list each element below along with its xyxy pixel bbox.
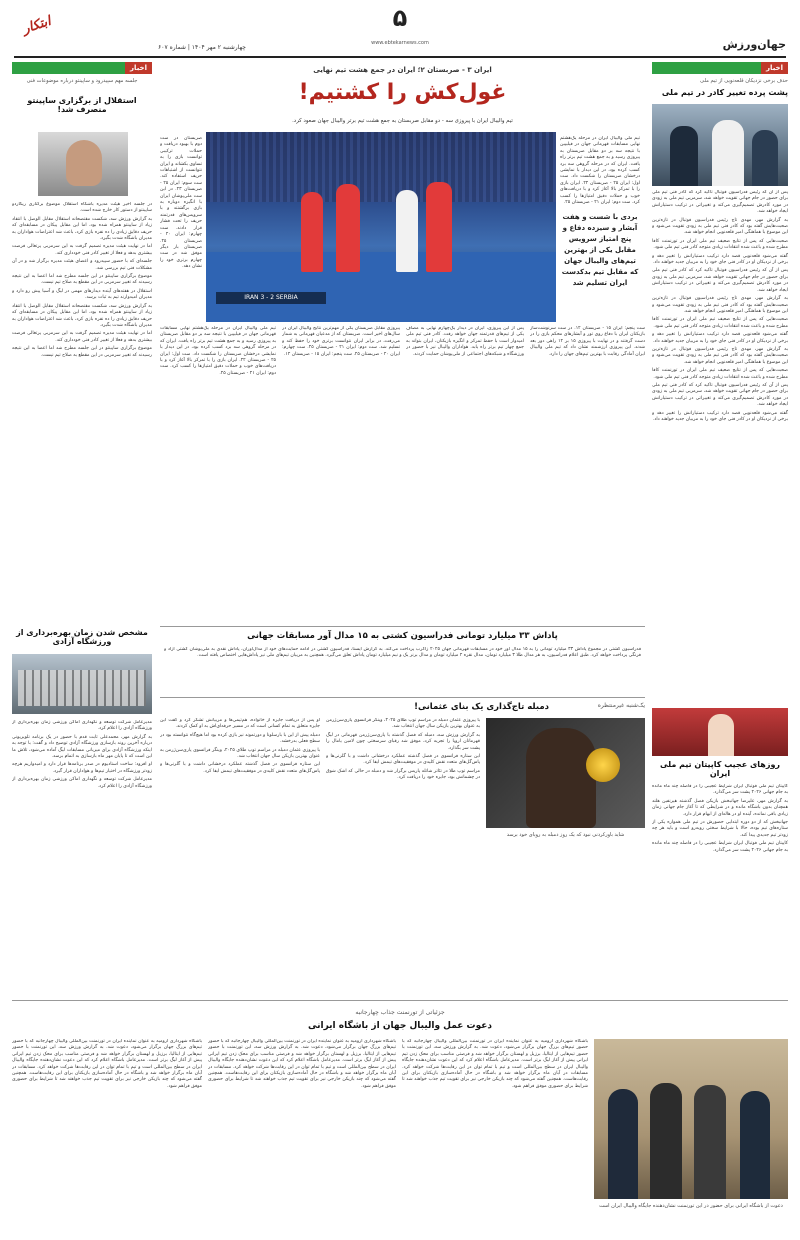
left-headline: استقلال از برگزاری ساپینتو منصرف شد! bbox=[27, 96, 137, 114]
stadium-para-2: به گزارش مهر، محمدعلی ثابت قدم با حضور در یک برنامه تلویزیونی درباره آخرین روند بازسازی ورزشگاه آزادی توضیح داد و گفت: با توجه به اینکه ورزشگاه آزادی برای میزبانی مسابقات لیگ آماده می‌شود، تلاش ما این است که تا پایان مهر ماه بازسازی به اتمام برسد. bbox=[12, 734, 152, 760]
left-para-4: جلسه‌ای که با حضور سپیدرود و اعضای هیئت مدیره برگزار شد و در آن مشکلات فنی تیم بررسی شد. bbox=[12, 259, 152, 271]
stadium-para-4: مدیرعامل شرکت توسعه و نگهداری اماکن ورزشی زمان بهره‌برداری از ورزشگاه آزادی را اعلام کرد. bbox=[12, 777, 152, 789]
main-col-1: تیم ملی والیبال ایران در مرحله یک‌هشتم نهایی مسابقات قهرمانی جهان در فیلیپین با نتیجه سه بر دو مقابل صربستان به پیروزی رسید و به جمع هشت تیم برتر راه یافت. ایران که در مرحله گروهی سه برد کسب کرده بود، در این دیدار با نمایشی درخشان صربستان را شکست داد. ست اول: ایران ۲۵ - صربستان ۲۲. ایران بازی را با تمرکز بالا آغاز کرد و با دریافت‌های خوب و حملات دقیق امتیازها را کسب کرد. ست دوم: ایران ۲۱ - صربستان ۲۵. bbox=[560, 136, 640, 206]
feature-body bbox=[652, 784, 788, 934]
meeting-photo bbox=[594, 1039, 788, 1199]
dembele-kicker: یک‌شنبه غیرمنتظره bbox=[597, 702, 645, 709]
left-para-7: به گزارش ورزش سه، شکست مقتضحانه استقلال مقابل الوصل با انتقاد زیاد از ساپینتو همراه شده بود، اما این مقابل پیکان در مسابقه‌ای که حریف دقایق زیادی را ده نفره بازی کرد، باعث شد اعتراضات هواداران به مدیران باشگاه شدت بگیرد. bbox=[12, 303, 152, 328]
main-headline: غول‌کش را کشتیم! bbox=[298, 80, 507, 105]
left-para-3: اما در نهایت هیئت مدیره تصمیم گرفت به این سرمربی پرتغالی فرصت بیشتری بدهد و فعلا از تغییر کادر فنی خودداری کند. bbox=[12, 244, 152, 256]
newspaper-logo: ابتکار bbox=[20, 13, 53, 38]
left-kicker: جلسه مهم سپیدرود و ساپینتو درباره موضوعات فنی bbox=[26, 78, 138, 84]
person-3 bbox=[694, 1085, 726, 1199]
dembele-para-3: این ستاره فرانسوی در فصل گذشته عملکرد درخشانی داشت و با گلزنی‌ها و پاس‌گل‌های متعدد نقش کلیدی در موفقیت‌های تیمش ایفا کرد. bbox=[326, 754, 480, 766]
dembele-article bbox=[160, 700, 645, 900]
player-figure bbox=[708, 714, 734, 756]
main-col-2: صربستان در ست دوم با بهبود دریافت و حملات ترکیبی توانست بازی را به تساوی بکشاند و ایران نتوانست از اشتباهات حریف استفاده کند. ست سوم: ایران ۲۵ - صربستان ۲۳. در این ست ملی‌پوشان ایران با انگیزه دوباره به بازی برگشتند و با سرویس‌های قدرتمند حریف را تحت فشار قرار دادند. ست چهارم: ایران ۲۰ - صربستان ۲۵. صربستان بار دیگر موفق شد در ست چهارم برتری خود را نشان دهد. bbox=[160, 136, 202, 270]
stadium-body bbox=[12, 720, 152, 890]
main-body-c: پیروزی مقابل صربستان یکی از مهم‌ترین نتایج والیبال ایران در سال‌های اخیر است. صربستان که از مدعیان قهرمانی به شمار می‌رفت، در برابر ایران نتوانست برتری خود را حفظ کند و تسلیم شد. ست دوم: ایران ۲۱ - صربستان ۲۵. ست چهارم: ایران ۲۰ - صربستان ۲۵. ست پنجم: ایران ۱۵ - صربستان ۱۲. bbox=[282, 326, 400, 357]
bottom-kicker: جزئیاتی از تورنمنت جذاب چهارجانبه bbox=[355, 1009, 445, 1016]
wrestling-body: فدراسیون کشتی در مجموع پاداش ۳۳ میلیارد تومانی را به ۱۵ مدال آور خود در مسابقات قهرمانی جهان ۲۰۲۵ زاگرب پرداخت می‌کند. به گزارش ایسنا، فدراسیون کشتی در ادامه حمایت‌های خود از مدال‌آوران، پاداش نقدی به ملی‌پوشان کشتی آزاد و فرنگی پرداخت خواهد کرد. طبق اعلام فدراسیون، به هر مدال طلا ۳ میلیارد تومان، مدال نقره ۲ میلیارد تومان و مدال برنز یک و نیم میلیارد تومان پاداش تعلق می‌گیرد. همچنین به مربیان تیم‌های ملی نیز پاداش‌هایی اختصاص یافته است. bbox=[164, 647, 641, 659]
stadium-stands bbox=[18, 670, 146, 706]
page-number: ۵ bbox=[392, 4, 408, 32]
player-photo bbox=[652, 708, 788, 756]
feature-para-3: جهانبخش که از دو دوره ابتدایی حضورش در تیم ملی همواره یکی از ستاره‌های تیم بوده، حالا با شرایط سختی روبه‌رو است و باید هر چه زودتر تیم جدیدی پیدا کند. bbox=[652, 820, 788, 838]
left-para-8: اما در نهایت هیئت مدیره تصمیم گرفت به این سرمربی پرتغالی فرصت بیشتری بدهد و فعلا از تغییر کادر فنی خودداری کند. bbox=[12, 331, 152, 343]
meeting-caption: دعوت از باشگاه ایرانی برای حضور در این تورنمنت نشان‌دهنده جایگاه والیبال ایران است bbox=[599, 1203, 783, 1209]
feature-para-2: به گزارش مهر، علیرضا جهانبخش بازیکن فصل گذشته هیرنفین هلند همچنان بدون باشگاه مانده و در شرایطی که تا آغاز جام جهانی زمان زیادی باقی نمانده، آینده او در هاله‌ای از ابهام قرار دارد. bbox=[652, 798, 788, 817]
right-para-1: پس از آن که رئیس فدراسیون فوتبال تاکید کرد که کادر فنی تیم ملی برای حضور در جام جهانی تقویت خواهد شد، سرمربی تیم ملی به زودی در مورد کادرش تصمیم‌گیری می‌کند و تغییراتی در ترکیب دستیارانش ایجاد خواهد شد. bbox=[652, 190, 788, 215]
player-2 bbox=[336, 184, 360, 272]
stadium-photo bbox=[12, 654, 152, 714]
stadium-para-3: او افزود: ساخت استادیوم در صدر برنامه‌ها قرار دارد و امیدواریم هرچه زودتر ورزشگاه در اختیار تیم‌ها و هواداران قرار گیرد. bbox=[12, 762, 152, 774]
main-subhead: تیم والیبال ایران با پیروزی سه - دو مقابل صربستان به جمع هشت تیم برتر والیبال جهان صعود کرد. bbox=[292, 118, 513, 124]
left-para-1: در جلسه اخیر هیئت مدیره باشگاه استقلال موضوع برکناری ریکاردو ساپینتو از دستور کار خارج شده است. bbox=[12, 202, 152, 214]
player-3 bbox=[396, 190, 418, 272]
right-para-6: به گزارش مهر، مهدی تاج رئیس فدراسیون فوتبال در تازه‌ترین صحبت‌هایش گفته بود که کادر فنی تیم ملی به زودی تقویت می‌شود و این موضوع با هماهنگی امیر قلعه‌نویی انجام خواهد شد. bbox=[652, 296, 788, 314]
left-para-6: استقلال در هفته‌های آینده دیدارهای مهمی در لیگ و آسیا پیش رو دارد و مدیران امیدوارند تیم به ثبات برسد. bbox=[12, 288, 152, 301]
right-label-bar bbox=[652, 62, 788, 74]
dembele-para-1: با پیروزی عثمان دمبله در مراسم توپ طلای ۲۰۲۵، وینگر فرانسوی پاری‌سن‌ژرمن به عنوان بهترین بازیکن سال جهان انتخاب شد. bbox=[326, 718, 480, 730]
bottom-col-3: باشگاه شهرداری ارومیه به عنوان نماینده ایران در تورنمنت بین‌المللی والیبال چهارجانبه که با حضور تیم‌های بزرگ جهان برگزار می‌شود، دعوت شد. به گزارش ورزش سه، این تورنمنت با حضور تیم‌هایی از ایتالیا، برزیل و لهستان برگزار خواهد شد و فرصتی مناسب برای محک زدن تیم ایرانی پیش از آغاز لیگ برتر است. مدیرعامل باشگاه اعلام کرد که این دعوت نشان‌دهنده جایگاه والیبال ایران در سطح بین‌المللی است و تیم با تمام توان در این رقابت‌ها شرکت خواهد کرد. مسابقات در آبان ماه برگزار خواهد شد و باشگاه در حال آماده‌سازی بازیکنان برای این رقابت‌هاست. همچنین گفته می‌شود که چند بازیکن خارجی نیز برای تقویت تیم جذب خواهند شد تا شرایط برای حضوری موفق فراهم شود. bbox=[12, 1039, 202, 1089]
right-column bbox=[652, 62, 788, 892]
sapinto-photo bbox=[38, 132, 128, 196]
coaches-photo bbox=[652, 104, 788, 186]
dembele-figure bbox=[526, 728, 596, 828]
right-news-label: اخبار bbox=[761, 62, 788, 74]
bottom-col-1: باشگاه شهرداری ارومیه به عنوان نماینده ایران در تورنمنت بین‌المللی والیبال چهارجانبه که با حضور تیم‌های بزرگ جهان برگزار می‌شود، دعوت شد. به گزارش ورزش سه، این تورنمنت با حضور تیم‌هایی از ایتالیا، برزیل و لهستان برگزار خواهد شد و فرصتی مناسب برای محک زدن تیم ایرانی پیش از آغاز لیگ برتر است. مدیرعامل باشگاه اعلام کرد که این دعوت نشان‌دهنده جایگاه والیبال ایران در سطح بین‌المللی است و تیم با تمام توان در این رقابت‌ها شرکت خواهد کرد. مسابقات در آبان ماه برگزار خواهد شد و باشگاه در حال آماده‌سازی بازیکنان برای این رقابت‌هاست. همچنین گفته می‌شود که چند بازیکن خارجی نیز برای تقویت تیم جذب خواهند شد تا شرایط برای حضوری موفق فراهم شود. bbox=[402, 1039, 588, 1089]
left-para-9: موضوع برگزاری ساپینتو در این جلسه مطرح شد اما اعضا به این نتیجه رسیدند که تغییر سرمربی در این مقطع به صلاح تیم نیست. bbox=[12, 346, 152, 358]
main-body-a: ست پنجم: ایران ۱۵ - صربستان ۱۲. در ست سرنوشت‌ساز بازیکنان ایران با دفاع روی تور و آبشارهای محکم بازی را در دست گرفتند و در نهایت با پیروزی ۱۵ بر ۱۲ راهی دور بعد شدند. این پیروزی ارزشمند نشان داد که تیم ملی والیبال ایران آمادگی رقابت با بهترین تیم‌های جهان را دارد. bbox=[530, 326, 645, 357]
right-para-11: پس از آن که رئیس فدراسیون فوتبال تاکید کرد که کادر فنی تیم ملی برای حضور در جام جهانی تقویت خواهد شد، سرمربی تیم ملی به زودی در مورد کادرش تصمیم‌گیری می‌کند و تغییراتی در ترکیب دستیارانش ایجاد خواهد شد. bbox=[652, 382, 788, 408]
main-body-b: پس از این پیروزی، ایران در دیدار یک‌چهارم نهایی به مصاف یکی از تیم‌های قدرتمند جهان خواهد رفت. کادر فنی تیم ملی امیدوار است با حفظ تمرکز و انگیزه بازیکنان، ایران بتواند به جمع چهار تیم برتر راه یابد. هواداران والیبال نیز با حضور در ورزشگاه و شبکه‌های اجتماعی از ملی‌پوشان حمایت کردند. bbox=[406, 326, 524, 357]
stadium-title: مشخص شدن زمان بهره‌برداری از ورزشگاه آزادی bbox=[16, 628, 148, 646]
photo-caption: بردی با شست و هفت آبشار و سیزده دفاع و پنج امتیاز سرویس مقابل یکی از بهترین تیم‌های والیبال جهان که مقابل تیم بدکدست ایران تسلیم شد bbox=[561, 213, 639, 287]
right-body bbox=[652, 190, 788, 705]
left-body bbox=[12, 202, 152, 622]
dembele-caption: شاید باورکردنی نبود که یک روز دمبله به رویای خود برسد bbox=[506, 832, 625, 838]
dembele-para-8: این ستاره فرانسوی در فصل گذشته عملکرد درخشانی داشت و با گلزنی‌ها و پاس‌گل‌های متعدد نقش کلیدی در موفقیت‌های تیمش ایفا کرد. bbox=[160, 762, 320, 774]
player-1 bbox=[301, 192, 323, 272]
volleyball-court bbox=[206, 252, 556, 322]
page-header bbox=[0, 0, 800, 64]
dembele-headline: دمبله تاج‌گذاری یک بنای عثمانی! bbox=[414, 702, 549, 712]
volleyball-photo bbox=[206, 132, 556, 322]
bottom-col-2: باشگاه شهرداری ارومیه به عنوان نماینده ایران در تورنمنت بین‌المللی والیبال چهارجانبه که با حضور تیم‌های بزرگ جهان برگزار می‌شود، دعوت شد. به گزارش ورزش سه، این تورنمنت با حضور تیم‌هایی از ایتالیا، برزیل و لهستان برگزار خواهد شد و فرصتی مناسب برای محک زدن تیم ایرانی پیش از آغاز لیگ برتر است. مدیرعامل باشگاه اعلام کرد که این دعوت نشان‌دهنده جایگاه والیبال ایران در سطح بین‌المللی است و تیم با تمام توان در این رقابت‌ها شرکت خواهد کرد. مسابقات در آبان ماه برگزار خواهد شد و باشگاه در حال آماده‌سازی بازیکنان برای این رقابت‌هاست. همچنین گفته می‌شود که چند بازیکن خارجی نیز برای تقویت تیم جذب خواهند شد تا شرایط برای حضوری موفق فراهم شود. bbox=[208, 1039, 396, 1089]
dembele-col-a bbox=[326, 718, 480, 898]
right-para-9: به گزارش مهر، مهدی تاج رئیس فدراسیون فوتبال در تازه‌ترین صحبت‌هایش گفته بود که کادر فنی تیم ملی به زودی تقویت می‌شود و این موضوع با هماهنگی امیر قلعه‌نویی انجام خواهد شد. bbox=[652, 346, 788, 365]
dembele-para-7: با پیروزی عثمان دمبله در مراسم توپ طلای ۲۰۲۵، وینگر فرانسوی پاری‌سن‌ژرمن به عنوان بهترین بازیکن سال جهان انتخاب شد. bbox=[160, 747, 320, 760]
bottom-headline: دعوت عمل والیبال جهان از باشگاه ایرانی bbox=[308, 1021, 492, 1031]
person-1 bbox=[608, 1089, 638, 1199]
right-para-7: صحبت‌هایی که پس از نتایج ضعیف تیم ملی ایران در تورنمنت کافا مطرح شده و باعث شده انتقادات زیادی متوجه کادر فنی تیم ملی شود. bbox=[652, 317, 788, 329]
person-2 bbox=[650, 1083, 682, 1199]
left-label-bar bbox=[12, 62, 152, 74]
player-4 bbox=[426, 182, 452, 272]
right-para-3: صحبت‌هایی که پس از نتایج ضعیف تیم ملی ایران در تورنمنت کافا مطرح شده و باعث شده انتقادات زیادی متوجه کادر فنی تیم ملی شود. bbox=[652, 238, 788, 251]
coach-figure-3 bbox=[752, 130, 778, 186]
website: www.ebtekarnews.com bbox=[371, 40, 429, 46]
right-para-10: صحبت‌هایی که پس از نتایج ضعیف تیم ملی ایران در تورنمنت کافا مطرح شده و باعث شده انتقادات زیادی متوجه کادر فنی تیم ملی شود. bbox=[652, 368, 788, 380]
dembele-photo bbox=[486, 718, 645, 828]
wrestling-headline: پاداش ۳۳ میلیارد تومانی فدراسیون کشتی به ۱۵ مدال آور مسابقات جهانی bbox=[247, 631, 558, 641]
feature-para-1: کاپیتان تیم ملی فوتبال ایران شرایط عجیبی را در فاصله چند ماه مانده به جام جهانی ۲۰۲۶ پشت سر می‌گذارد. bbox=[652, 784, 788, 796]
left-column bbox=[12, 62, 152, 892]
date-issue: چهارشنبه ۲ مهر ۱۴۰۴ | شماره ۶۰۷ bbox=[158, 44, 246, 51]
section-title: جهان‌ورزش bbox=[722, 38, 786, 51]
person-4 bbox=[740, 1091, 770, 1199]
stadium-para-1: مدیرعامل شرکت توسعه و نگهداری اماکن ورزشی زمان بهره‌برداری از ورزشگاه آزادی را اعلام کرد. bbox=[12, 720, 152, 732]
dembele-para-4: مراسم توپ طلا در تئاتر شاتله پاریس برگزار شد و دمبله در حالی که اشک شوق در چشمانش بود، جایزه خود را دریافت کرد. bbox=[326, 768, 480, 781]
sapinto-face bbox=[66, 140, 102, 186]
right-kicker: حذف برخی نزدیکان قلعه‌نویی از تیم ملی bbox=[700, 78, 788, 84]
main-kicker: ایران ۳ - صربستان ۲؛ ایران در جمع هشت تیم نهایی bbox=[313, 66, 492, 74]
left-news-label: اخبار bbox=[125, 62, 152, 74]
bottom-article bbox=[12, 1000, 788, 1226]
right-para-4: گفته می‌شود قلعه‌نویی قصد دارد ترکیب دستیارانش را تغییر دهد و برخی از نزدیکان او در کادر فنی جای خود را به مربیان جدید خواهند داد. bbox=[652, 253, 788, 266]
scoreboard: IRAN 3 - 2 SERBIA bbox=[216, 292, 326, 304]
wrestling-box bbox=[160, 626, 645, 698]
left-para-5: موضوع برگزاری ساپینتو در این جلسه مطرح شد اما اعضا به این نتیجه رسیدند که تغییر سرمربی در این مقطع به صلاح تیم نیست. bbox=[12, 274, 152, 286]
feature-title: روزهای عجیب کاپیتان تیم ملی ایران bbox=[659, 760, 781, 778]
right-para-5: پس از آن که رئیس فدراسیون فوتبال تاکید کرد که کادر فنی تیم ملی برای حضور در جام جهانی تقویت خواهد شد، سرمربی تیم ملی به زودی در مورد کادرش تصمیم‌گیری می‌کند و تغییراتی در ترکیب دستیارانش ایجاد خواهد شد. bbox=[652, 268, 788, 293]
left-para-2: به گزارش ورزش سه، شکست مقتضحانه استقلال مقابل الوصل با انتقاد زیاد از ساپینتو همراه شده بود، اما این مقابل پیکان در مسابقه‌ای که حریف دقایق زیادی را ده نفره بازی کرد، باعث شد اعتراضات هواداران به مدیران باشگاه شدت بگیرد. bbox=[12, 216, 152, 242]
right-para-12: گفته می‌شود قلعه‌نویی قصد دارد ترکیب دستیارانش را تغییر دهد و برخی از نزدیکان او در کادر فنی جای خود را به مربیان جدید خواهند داد. bbox=[652, 410, 788, 422]
main-body-d: تیم ملی والیبال ایران در مرحله یک‌هشتم نهایی مسابقات قهرمانی جهان در فیلیپین با نتیجه سه بر دو مقابل صربستان به پیروزی رسید و به جمع هشت تیم برتر راه یافت. ایران که در مرحله گروهی سه برد کسب کرده بود، در این دیدار با نمایشی درخشان صربستان را شکست داد. ست اول: ایران ۲۵ - صربستان ۲۲. ایران بازی را با تمرکز بالا آغاز کرد و با دریافت‌های خوب و حملات دقیق امتیازها را کسب کرد. ست دوم: ایران ۲۱ - صربستان ۲۵. bbox=[160, 326, 276, 376]
dembele-para-2: به گزارش ورزش سه، دمبله که فصل گذشته با پاری‌سن‌ژرمن قهرمانی در لیگ قهرمانان اروپا را تجربه کرد، موفق شد رقبای سرسختی چون لامین یامال را پشت سر بگذارد. bbox=[326, 732, 480, 751]
feature-para-4: کاپیتان تیم ملی فوتبال ایران شرایط عجیبی را در فاصله چند ماه مانده به جام جهانی ۲۰۲۶ پشت سر می‌گذارد. bbox=[652, 841, 788, 853]
ballon-dor-trophy bbox=[586, 748, 620, 782]
right-headline: پشت پرده تغییر کادر در تیم ملی bbox=[661, 88, 788, 97]
crowd-stands bbox=[206, 132, 556, 202]
coach-figure-2 bbox=[712, 120, 744, 186]
main-article bbox=[160, 62, 645, 622]
header-rule bbox=[14, 56, 786, 58]
coach-figure-1 bbox=[670, 126, 698, 186]
right-para-8: گفته می‌شود قلعه‌نویی قصد دارد ترکیب دستیارانش را تغییر دهد و برخی از نزدیکان او در کادر فنی جای خود را به مربیان جدید خواهند داد. bbox=[652, 332, 788, 344]
right-para-2: به گزارش مهر، مهدی تاج رئیس فدراسیون فوتبال در تازه‌ترین صحبت‌هایش گفته بود که کادر فنی تیم ملی به زودی تقویت می‌شود و این موضوع با هماهنگی امیر قلعه‌نویی انجام خواهد شد. bbox=[652, 217, 788, 236]
dembele-para-6: دمبله پیش از این با بارسلونا و دورتموند نیز بازی کرده بود اما هیچ‌گاه نتوانسته بود در سطح فعلی بدرخشد. bbox=[160, 732, 320, 745]
dembele-para-5: او پس از دریافت جایزه از خانواده، هم‌تیمی‌ها و مربیانش تشکر کرد و گفت این جایزه متعلق به تمام کسانی است که در مسیر حرفه‌ای‌اش به او کمک کردند. bbox=[160, 718, 320, 730]
dembele-col-b bbox=[160, 718, 320, 898]
